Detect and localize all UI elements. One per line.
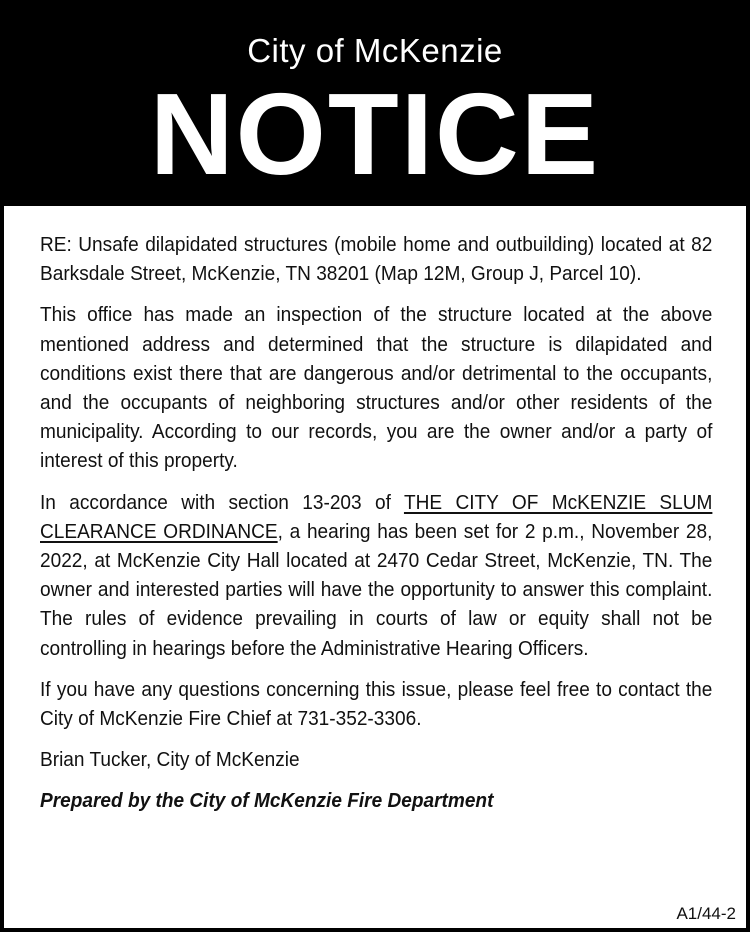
inspection-paragraph: This office has made an inspection of the structure located at the above mentioned address and determined that the structure is dilapidated and conditions exist there that are dangerous and/or detrimental to the occupants, and the occupants of neighboring structures and/or other residents of the municipality. According to our records, you are the owner and/or a party of interest of this property. bbox=[40, 303, 713, 473]
contact-paragraph: If you have any questions concerning this issue, please feel free to contact the City of McKenzie Fire Chief at 731-352-3306. bbox=[40, 677, 713, 731]
hearing-paragraph bbox=[40, 488, 712, 663]
ordinance-name: THE CITY OF McKENZIE SLUM CLEARANCE ORDINANCE bbox=[40, 490, 713, 543]
header-banner bbox=[4, 4, 746, 206]
prepared-by: Prepared by the City of McKenzie Fire Department bbox=[40, 789, 494, 813]
signature: Brian Tucker, City of McKenzie bbox=[40, 748, 300, 772]
notice-title: NOTICE bbox=[149, 69, 601, 199]
reference-code: A1/44-2 bbox=[676, 904, 736, 923]
notice-body bbox=[40, 230, 712, 816]
city-name: City of McKenzie bbox=[247, 32, 503, 69]
hearing-lead: In accordance with section 13-203 of bbox=[40, 490, 404, 514]
re-paragraph: RE: Unsafe dilapidated structures (mobile home and outbuilding) located at 82 Barksdale Street, McKenzie, TN 38201 (Map 12M, Group J, Parcel 10). bbox=[40, 233, 713, 286]
hearing-details: , a hearing has been set for 2 p.m., November 28, 2022, at McKenzie City Hall located at 2470 Cedar Street, McKenzie, TN. The owner and interested parties will have the opportunity to answer this complaint. The rules of evidence prevailing in courts of law or equity shall not be controlling in hearings before the Administrative Hearing Officers. bbox=[40, 519, 713, 660]
